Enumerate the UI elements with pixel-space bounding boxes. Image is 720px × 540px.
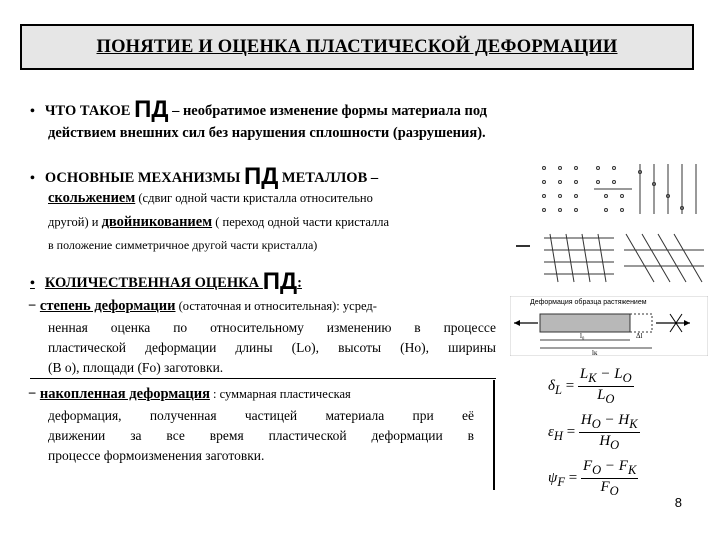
twin-prefix: другой) и: [48, 215, 102, 229]
f1-num-b: − L: [596, 366, 623, 382]
b1-pd: ПД: [134, 96, 169, 123]
bullet-3: [30, 268, 302, 296]
accum-term: накопленная деформация: [39, 386, 210, 402]
lattice-grid-3: [639, 164, 697, 214]
f2-den: [579, 433, 640, 453]
accum-line-2: деформация, полученная частицей материала при её: [48, 408, 474, 423]
f3-sub: F: [557, 474, 565, 489]
b3-prefix: КОЛИЧЕСТВЕННАЯ ОЦЕНКА: [44, 275, 263, 291]
b3-colon: :: [297, 275, 302, 291]
f1-num-a-sub: K: [588, 371, 597, 385]
formula-reduction: [548, 412, 640, 453]
f3-den-sub: O: [609, 484, 619, 498]
f3-num-a-sub: O: [592, 463, 602, 477]
f3-num-b: − F: [601, 458, 628, 474]
twin-desc: ( переход одной части кристалла: [212, 215, 390, 229]
accum-desc: : суммарная пластическая: [209, 387, 351, 401]
f1-den-sub: O: [605, 392, 615, 406]
f3-den: [581, 479, 638, 499]
section-rule-vertical: [493, 380, 495, 490]
f1-lhs: δ: [548, 377, 555, 394]
bullet-2-line-3: [48, 214, 389, 231]
b1-prefix: ЧТО ТАКОЕ: [44, 103, 135, 119]
bullet-dot: •: [30, 276, 35, 291]
section-rule: [30, 378, 496, 379]
bullet-dot: •: [30, 171, 35, 186]
slip-lattice-figure: [536, 160, 716, 218]
f2-num-a-sub: O: [591, 417, 601, 431]
bullet-2-line-2: [48, 190, 373, 207]
b1-rest: – необратимое изменение формы материала под: [168, 103, 487, 119]
degree-term: степень деформации: [39, 298, 176, 314]
f2-frac: [579, 412, 640, 453]
diagram-lk: lк: [592, 349, 598, 356]
slip-term: скольжением: [48, 190, 136, 206]
f1-sub: L: [554, 382, 562, 397]
f1-num-a: L: [579, 366, 589, 382]
title-box: [20, 24, 694, 70]
accum-line-4: процессе формоизменения заготовки.: [48, 448, 265, 463]
lattice-grid-2: [594, 167, 632, 212]
f1-num: [578, 366, 634, 387]
page-number: 8: [674, 495, 682, 510]
f1-den-a: L: [597, 387, 606, 403]
b3-pd: ПД: [262, 268, 298, 295]
diagram-caption: Деформация образца растяжением: [530, 299, 647, 306]
f1-num-b-sub: O: [622, 371, 632, 385]
degree-line-2: ненная оценка по относительному изменению в процессе: [48, 320, 496, 335]
accum-line-3: движении за все время пластической деформации в: [48, 428, 474, 443]
bullet-2-line-4: в положение симметричное другой части кристалла): [48, 238, 318, 252]
formula-elongation: [548, 366, 634, 407]
page-title: ПОНЯТИЕ И ОЦЕНКА ПЛАСТИЧЕСКОЙ ДЕФОРМАЦИИ: [96, 36, 618, 57]
degree-line-3: пластической деформации длины (Lo), высоты (Но), ширины: [48, 340, 496, 355]
f3-num-b-sub: K: [627, 463, 637, 477]
diagram-l0: l₀: [580, 332, 585, 340]
f2-sub: H: [553, 428, 563, 443]
dash: −: [28, 298, 40, 314]
bullet-2-line-1: [30, 163, 378, 191]
b2-prefix: ОСНОВНЫЕ МЕХАНИЗМЫ: [44, 170, 244, 186]
bullet-1-line-1: [30, 96, 487, 124]
equals: =: [568, 469, 578, 486]
f2-den-a: H: [599, 433, 611, 449]
b2-pd: ПД: [243, 163, 279, 190]
f1-frac: [578, 366, 634, 407]
f3-num: [581, 458, 638, 479]
formula-area: [548, 458, 638, 499]
slip-desc: (сдвиг одной части кристалла относительно: [135, 191, 373, 205]
f3-lhs: ψ: [548, 469, 558, 486]
dash: −: [28, 386, 40, 402]
equals: =: [565, 377, 575, 394]
lattice-grid-1: [543, 167, 578, 212]
b2-suffix: МЕТАЛЛОВ –: [278, 170, 379, 186]
f2-num-b-sub: K: [629, 417, 638, 431]
twin-lattice-figure: [514, 228, 714, 290]
degree-line-1: [28, 298, 377, 315]
f3-frac: [581, 458, 638, 499]
f2-num-a: H: [580, 412, 592, 428]
accum-line-1: [28, 386, 351, 403]
f2-num-b: − H: [600, 412, 630, 428]
f3-den-a: F: [600, 479, 610, 495]
bullet-dot: •: [30, 104, 35, 119]
f3-num-a: F: [582, 458, 593, 474]
degree-desc: (остаточная и относительная): усред-: [175, 299, 377, 313]
bullet-1-line-2: действием внешних сил без нарушения сплошности (разрушения).: [48, 125, 486, 141]
diagram-dl: Δl: [636, 332, 643, 340]
twin-term: двойникованием: [101, 214, 213, 230]
f2-den-sub: O: [610, 438, 620, 452]
f2-num: [579, 412, 640, 433]
equals: =: [566, 423, 576, 440]
f2-lhs: ε: [548, 423, 554, 440]
degree-line-4: (В о), площади (Fо) заготовки.: [48, 360, 224, 375]
f1-den: [578, 387, 634, 407]
tensile-diagram: [510, 296, 708, 356]
